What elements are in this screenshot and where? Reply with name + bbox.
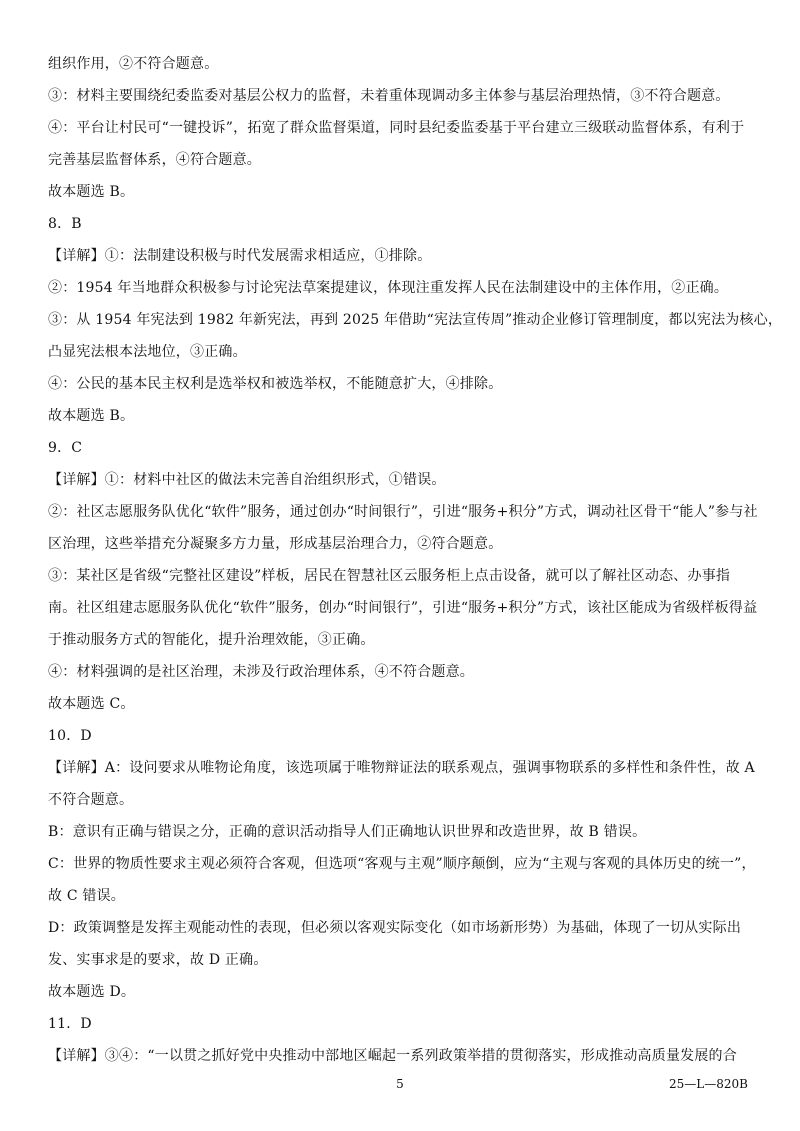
text-line: 发、实事求是的要求，故 D 正确。 [48,952,268,968]
text-line: ②：1954 年当地群众积极参与讨论宪法草案提建议，体现注重发挥人民在法制建设中的主体作用，②正确。 [48,280,729,296]
text-line: 【详解】①：材料中社区的做法未完善自治组织形式，①错误。 [48,472,446,488]
text-line: 【详解】A：设问要求从唯物论角度，该选项属于唯物辩证法的联系观点，强调事物联系的多样性和条件性，故 A [48,760,755,776]
text-line: ③：从 1954 年宪法到 1982 年新宪法，再到 2025 年借助“宪法宣传周”推动企业修订管理制度，都以宪法为核心， [48,312,783,328]
text-line: ④：公民的基本民主权利是选举权和被选举权，不能随意扩大，④排除。 [48,376,503,392]
text-line: ③：某社区是省级“完整社区建设”样板，居民在智慧社区云服务柜上点击设备，就可以了解社区动态、办事指 [48,568,731,584]
text-line: ④：材料强调的是社区治理，未涉及行政治理体系，④不符合题意。 [48,664,474,680]
question-number: 9．C [48,440,83,456]
text-line: 不符合题意。 [48,792,134,808]
text-line: D：政策调整是发挥主观能动性的表现，但必须以客观实际变化（如市场新形势）为基础，体现了一切从实际出 [48,920,742,936]
text-line: 完善基层监督体系，④符合题意。 [48,152,261,168]
text-line: 【详解】③④：“一以贯之抓好党中央推动中部地区崛起一系列政策举措的贯彻落实，形成推动高质量发展的合 [48,1048,737,1064]
text-line: 于推动服务方式的智能化，提升治理效能，③正确。 [48,632,375,648]
text-line: 故本题选 B。 [48,408,135,424]
text-line: 故本题选 C。 [48,696,135,712]
text-line: 区治理，这些举措充分凝聚多方力量，形成基层治理合力，②符合题意。 [48,536,503,552]
question-number: 8．B [48,216,82,232]
text-line: B：意识有正确与错误之分，正确的意识活动指导人们正确地认识世界和改造世界，故 B 错误。 [48,824,647,840]
text-line: 故本题选 B。 [48,184,135,200]
text-line: 故本题选 D。 [48,984,136,1000]
answer-text-block [48,48,783,1072]
text-line: 故 C 错误。 [48,888,126,904]
text-line: ②：社区志愿服务队优化“软件”服务，通过创办“时间银行”，引进“服务+积分”方式，调动社区骨干“能人”参与社 [48,504,758,520]
question-number: 11．D [48,1016,92,1032]
text-line: 南。社区组建志愿服务队优化“软件”服务，创办“时间银行”，引进“服务+积分”方式，该社区能成为省级样板得益 [48,600,758,616]
text-line: ③：材料主要围绕纪委监委对基层公权力的监督，未着重体现调动多主体参与基层治理热情，③不符合题意。 [48,88,730,104]
question-number: 10．D [48,728,92,744]
document-code: 25—L—820B [669,1077,748,1091]
text-line: 凸显宪法根本法地位，③正确。 [48,344,247,360]
text-line: 组织作用，②不符合题意。 [48,56,219,72]
text-line: 【详解】①：法制建设积极与时代发展需求相适应，①排除。 [48,248,432,264]
page-number: 5 [396,1077,404,1091]
text-line: C：世界的物质性要求主观必须符合客观，但选项“客观与主观”顺序颠倒，应为“主观与客观的具体历史的统一”， [48,856,756,872]
text-line: ④：平台让村民可“一键投诉”，拓宽了群众监督渠道，同时县纪委监委基于平台建立三级联动监督体系，有利于 [48,120,745,136]
